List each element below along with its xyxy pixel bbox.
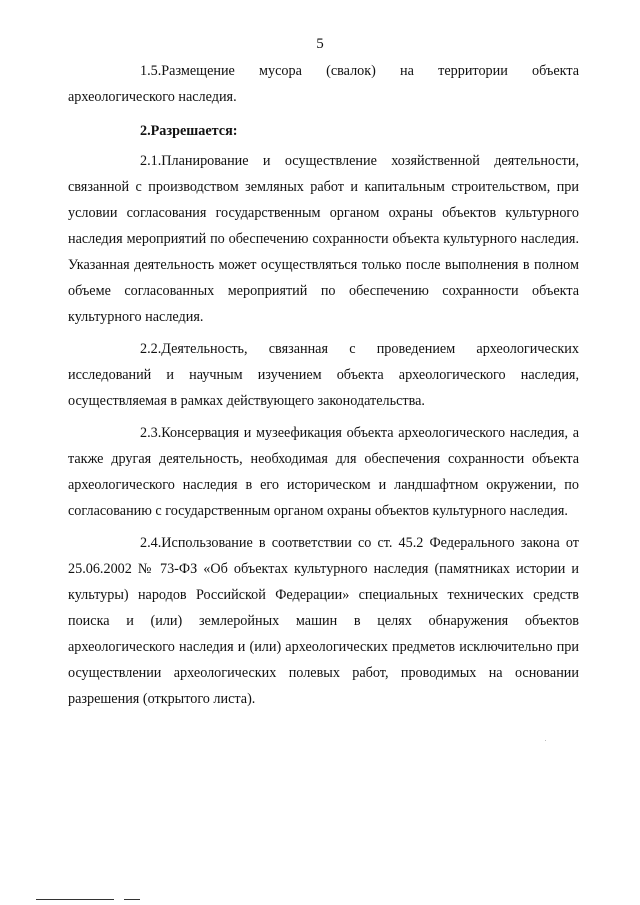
section-heading-2: [68, 118, 579, 144]
page-number: 5: [316, 36, 324, 52]
paragraph-text: Использование в соответствии со ст. 45.2 Федерального закона от 25.06.2002 № 73-ФЗ «Об объектах культурного наследия (памятниках истории и культуры) народов Российской Федерации» специальных технических средств поиска и (или) землеройных машин в целях обнаружения объектов археологического наследия и (или) археологических предметов исключительно при осуществлении археологических полевых работ, проводимых на основании разрешения (открытого листа).: [68, 535, 579, 707]
document-body: [68, 58, 579, 712]
item-number: 2.: [140, 123, 151, 139]
paragraph-1-5: [68, 58, 579, 110]
item-number: 2.4.: [140, 535, 162, 551]
item-number: 2.2.: [140, 341, 162, 357]
item-number: 2.1.: [140, 153, 162, 169]
item-number: 1.5.: [140, 63, 162, 79]
paragraph-2-4: [68, 530, 579, 712]
item-number: 2.3.: [140, 425, 162, 441]
paragraph-text: Планирование и осуществление хозяйственной деятельности, связанной с производством земляных работ и капитальным строительством, при условии согласования государственным органом охраны объектов культурного наследия мероприятий по обеспечению сохранности объекта культурного наследия. Указанная деятельность может осуществляться только после выполнения в полном объеме согласованных мероприятий по обеспечению сохранности объекта культурного наследия.: [68, 153, 579, 325]
section-title: Разрешается:: [150, 123, 238, 139]
paragraph-2-1: [68, 148, 579, 330]
paragraph-text: Консервация и музеефикация объекта археологического наследия, а также другая деятельность, необходимая для обеспечения сохранности объекта археологического наследия в его историческом и ландшафтном окружении, по согласованию с государственным органом охраны объектов культурного наследия.: [68, 425, 579, 519]
footer-rule: [36, 899, 146, 903]
paragraph-2-3: [68, 420, 579, 524]
paragraph-text: Размещение мусора (свалок) на территории объекта археологического наследия.: [68, 63, 579, 105]
paragraph-text: Деятельность, связанная с проведением археологических исследований и научным изучением объекта археологического наследия, осуществляемая в рамках действующего законодательства.: [68, 341, 579, 409]
paragraph-2-2: [68, 336, 579, 414]
scan-speck: [545, 740, 546, 741]
